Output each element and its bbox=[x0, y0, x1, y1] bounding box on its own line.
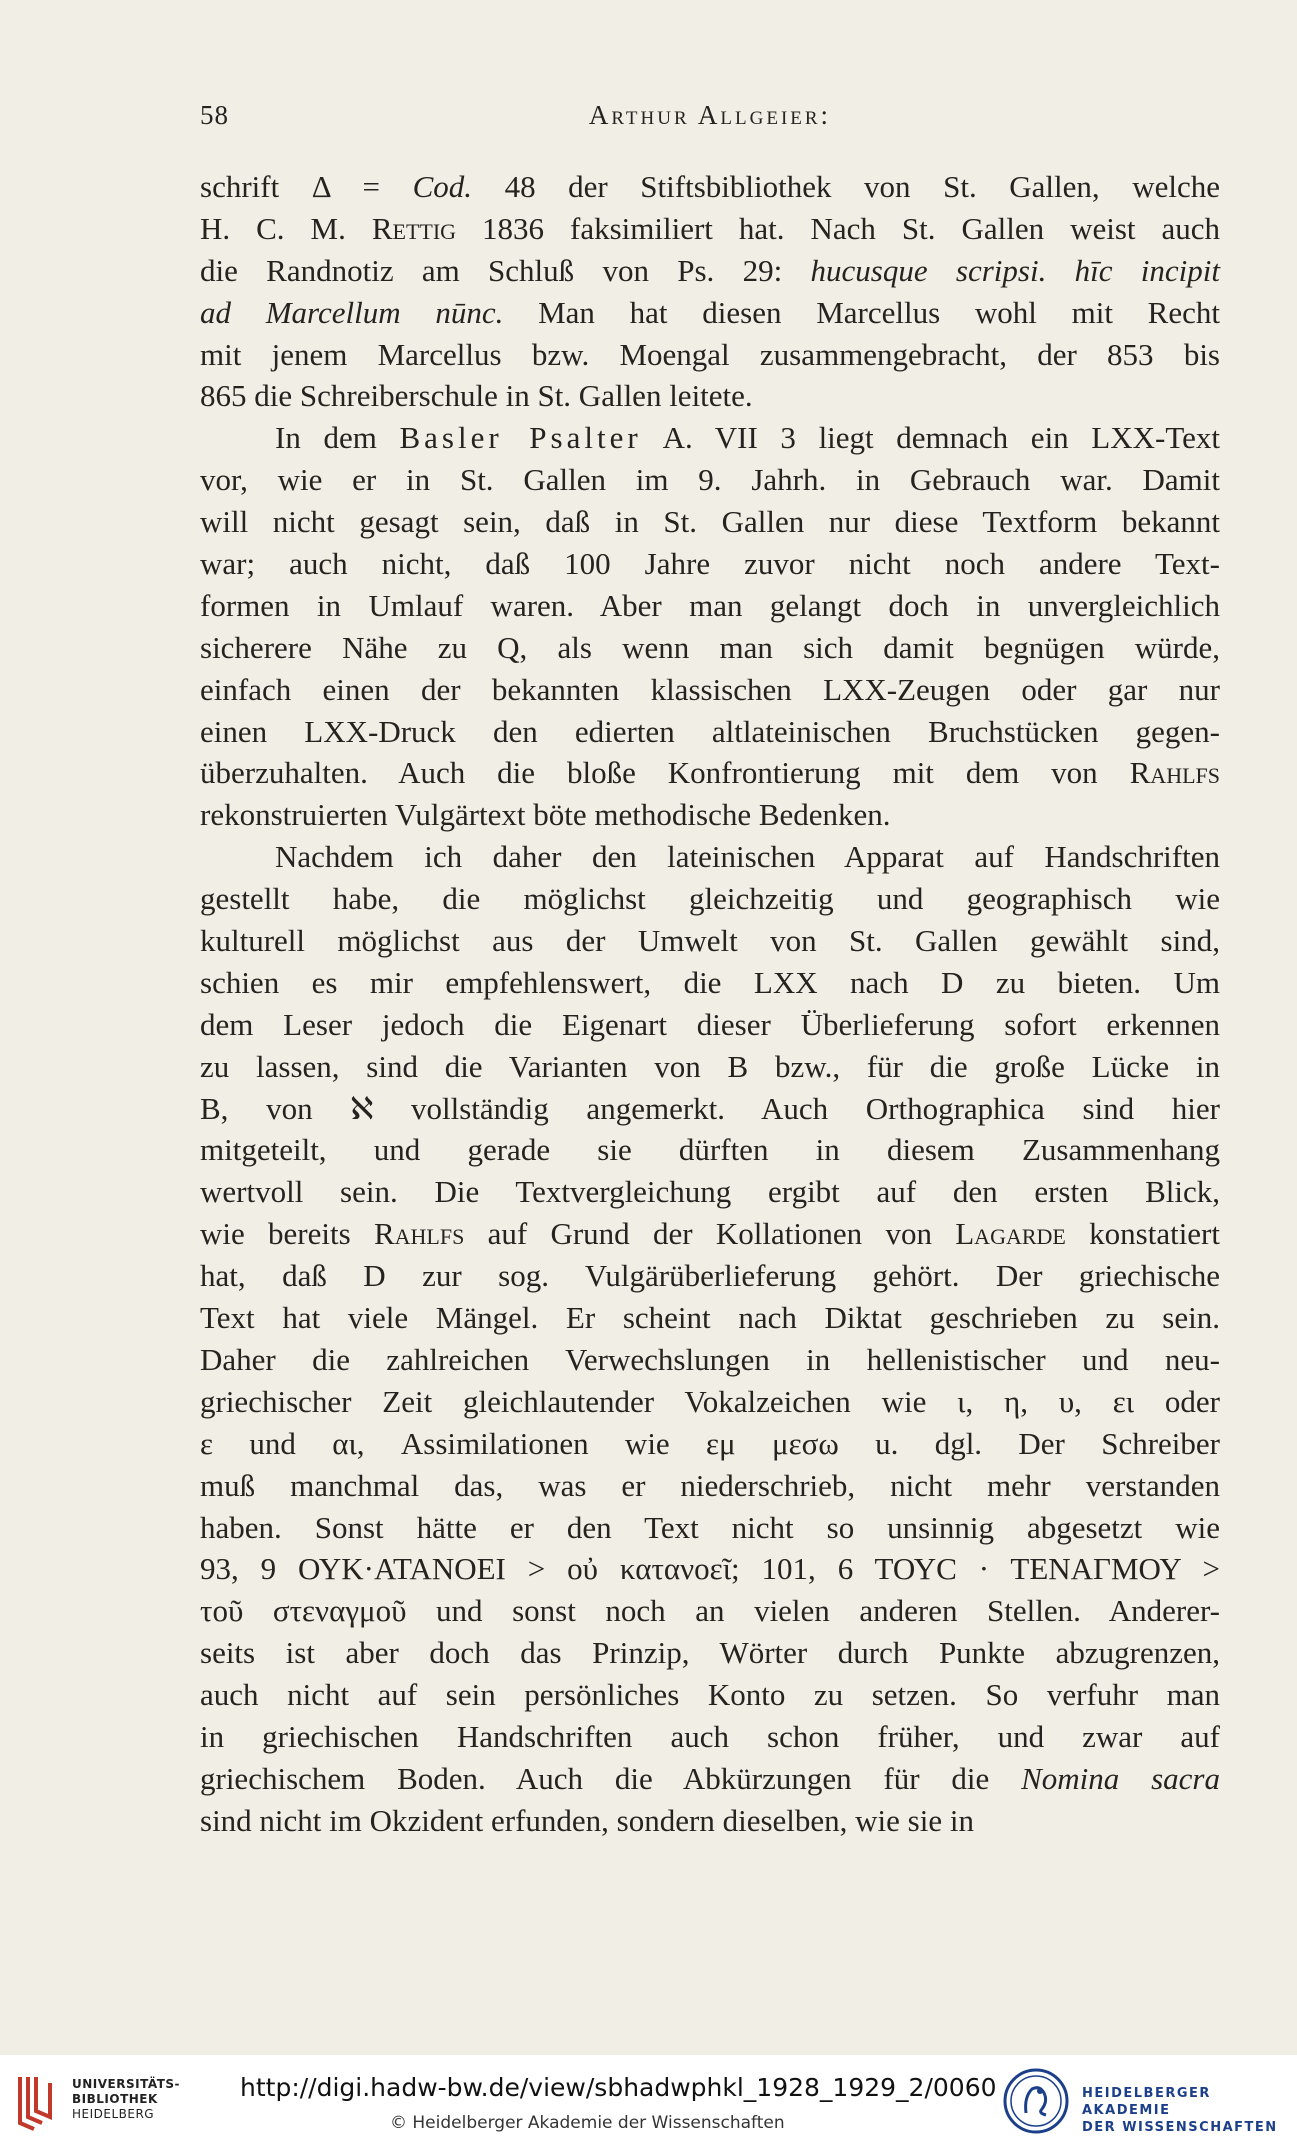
text-segment: die Randnotiz am Schluß von Ps. 29: bbox=[200, 252, 811, 288]
body-text bbox=[200, 166, 1220, 1842]
text-segment: auch nicht auf sein persönliches Konto zu setzen. So verfuhr man bbox=[200, 1677, 1220, 1713]
text-segment: in griechischen Handschriften auch schon früher, und zwar auf bbox=[200, 1718, 1220, 1754]
copyright-notice: © Heidelberger Akademie der Wissenschaften bbox=[390, 2113, 785, 2133]
text-line bbox=[200, 1507, 1220, 1549]
text-line bbox=[200, 1171, 1220, 1213]
text-line bbox=[200, 794, 1220, 836]
text-line bbox=[200, 208, 1220, 250]
text-segment: Man hat diesen Marcellus wohl mit Recht bbox=[503, 294, 1220, 330]
text-line bbox=[200, 417, 1220, 459]
text-line bbox=[200, 1297, 1220, 1339]
text-segment: schrift Δ = bbox=[200, 169, 413, 204]
page-header bbox=[200, 100, 1220, 140]
running-head: Arthur Allgeier: bbox=[588, 100, 832, 130]
text-line bbox=[200, 1423, 1220, 1465]
academy-seal-icon[interactable] bbox=[1002, 2067, 1070, 2135]
text-segment: sind nicht im Okzident erfunden, sondern dieselben, wie sie in bbox=[200, 1802, 974, 1838]
text-segment: mitgeteilt, und gerade sie dürften in diesem Zusammenhang bbox=[200, 1132, 1220, 1168]
text-segment: schien es mir empfehlenswert, die LXX nach D zu bieten. Um bbox=[200, 964, 1220, 1000]
text-segment: Nachdem ich daher den lateinischen Apparat auf Handschriften bbox=[275, 839, 1220, 875]
text-segment: vor, wie er in St. Gallen im 9. Jahrh. in Gebrauch war. Damit bbox=[200, 462, 1220, 498]
text-segment: H. C. M. bbox=[200, 210, 372, 246]
library-name bbox=[72, 2077, 180, 2122]
text-line bbox=[200, 292, 1220, 334]
text-line bbox=[200, 166, 1220, 208]
text-segment: auf Grund der Kollationen von bbox=[464, 1216, 956, 1252]
text-line bbox=[200, 250, 1220, 292]
text-segment: 1836 faksimiliert hat. Nach St. Gallen weist auch bbox=[456, 210, 1220, 246]
text-segment: sicherere Nähe zu Q, als wenn man sich damit begnügen würde, bbox=[200, 629, 1220, 665]
text-segment: 865 die Schreiberschule in St. Gallen leitete. bbox=[200, 378, 753, 414]
footer-bar bbox=[0, 2055, 1297, 2149]
text-segment: Daher die zahlreichen Verwechslungen in hellenistischer und neu- bbox=[200, 1341, 1220, 1377]
text-line bbox=[200, 920, 1220, 962]
text-line bbox=[200, 501, 1220, 543]
text-line bbox=[200, 836, 1220, 878]
academy-name-line1: HEIDELBERGER AKADEMIE bbox=[1082, 2086, 1211, 2118]
library-name-line2: BIBLIOTHEK bbox=[72, 2092, 158, 2106]
text-segment: rekonstruierten Vulgärtext böte methodische Bedenken. bbox=[200, 797, 891, 833]
italic-text: hucusque scripsi. hīc incipit bbox=[810, 252, 1220, 288]
text-segment: griechischer Zeit gleichlautender Vokalzeichen wie ι, η, υ, ει oder bbox=[200, 1383, 1220, 1419]
text-line bbox=[200, 1004, 1220, 1046]
text-segment: formen in Umlauf waren. Aber man gelangt doch in unvergleichlich bbox=[200, 587, 1220, 623]
text-segment: 48 der Stiftsbibliothek von St. Gallen, welche bbox=[472, 169, 1220, 204]
text-segment: kulturell möglichst aus der Umwelt von St. Gallen gewählt sind, bbox=[200, 923, 1220, 959]
text-segment: überzuhalten. Auch die bloße Konfrontierung mit dem von bbox=[200, 755, 1130, 791]
text-line bbox=[200, 1674, 1220, 1716]
text-line bbox=[200, 1716, 1220, 1758]
text-segment: hat, daß D zur sog. Vulgärüberlieferung gehört. Der griechische bbox=[200, 1258, 1220, 1294]
italic-text: ad Marcellum nūnc. bbox=[200, 294, 504, 330]
text-line bbox=[200, 1088, 1220, 1130]
text-line bbox=[200, 1255, 1220, 1297]
text-segment: τοῦ στεναγμοῦ und sonst noch an vielen anderen Stellen. Anderer- bbox=[200, 1593, 1220, 1629]
text-line bbox=[200, 1465, 1220, 1507]
text-segment: Text hat viele Mängel. Er scheint nach Diktat geschrieben zu sein. bbox=[200, 1300, 1220, 1336]
text-line bbox=[200, 334, 1220, 376]
text-segment: war; auch nicht, daß 100 Jahre zuvor nicht noch andere Text- bbox=[200, 546, 1220, 582]
text-line bbox=[200, 585, 1220, 627]
text-line bbox=[200, 1046, 1220, 1088]
text-line bbox=[200, 459, 1220, 501]
text-segment: gestellt habe, die möglichst gleichzeitig und geographisch wie bbox=[200, 881, 1220, 917]
text-segment: mit jenem Marcellus bzw. Moengal zusammengebracht, der 853 bis bbox=[200, 336, 1220, 372]
text-segment: seits ist aber doch das Prinzip, Wörter durch Punkte abzugrenzen, bbox=[200, 1635, 1220, 1671]
text-line bbox=[200, 1339, 1220, 1381]
text-segment: griechischem Boden. Auch die Abkürzungen für die bbox=[200, 1760, 1022, 1796]
text-segment: In dem bbox=[275, 420, 400, 456]
text-segment: muß manchmal das, was er niederschrieb, nicht mehr verstanden bbox=[200, 1467, 1220, 1503]
italic-text: Nomina sacra bbox=[1021, 1760, 1220, 1796]
text-segment: wertvoll sein. Die Textvergleichung ergibt auf den ersten Blick, bbox=[200, 1174, 1220, 1210]
text-line bbox=[200, 1213, 1220, 1255]
text-line bbox=[200, 627, 1220, 669]
document-url-link[interactable]: http://digi.hadw-bw.de/view/sbhadwphkl_1928_1929_2/0060 bbox=[240, 2073, 997, 2102]
academy-name bbox=[1082, 2085, 1297, 2136]
text-segment: will nicht gesagt sein, daß in St. Gallen nur diese Textform bekannt bbox=[200, 504, 1220, 540]
author-name: Rettig bbox=[371, 210, 457, 246]
academy-name-line2: DER WISSENSCHAFTEN bbox=[1082, 2120, 1278, 2135]
text-line bbox=[200, 1800, 1220, 1842]
text-line bbox=[200, 711, 1220, 753]
text-line bbox=[200, 1632, 1220, 1674]
text-segment: B, von ℵ vollständig angemerkt. Auch Orthographica sind hier bbox=[200, 1090, 1220, 1126]
text-segment: einen LXX-Druck den edierten altlateinischen Bruchstücken gegen- bbox=[200, 713, 1220, 749]
text-line bbox=[200, 752, 1220, 794]
library-name-line3: HEIDELBERG bbox=[72, 2107, 155, 2121]
author-name: Rahlfs bbox=[373, 1216, 465, 1252]
library-logo-icon[interactable] bbox=[14, 2073, 58, 2131]
author-name: Rahlfs bbox=[1129, 755, 1220, 791]
author-name: Lagarde bbox=[955, 1216, 1066, 1252]
text-line bbox=[200, 1590, 1220, 1632]
text-segment: einfach einen der bekannten klassischen LXX-Zeugen oder gar nur bbox=[200, 671, 1220, 707]
text-segment: ε und αι, Assimilationen wie εμ μεσω u. dgl. Der Schreiber bbox=[200, 1425, 1220, 1461]
text-line bbox=[200, 1548, 1220, 1590]
text-segment: wie bereits bbox=[200, 1216, 374, 1252]
italic-text: Cod. bbox=[412, 169, 473, 204]
text-segment: dem Leser jedoch die Eigenart dieser Überlieferung sofort erkennen bbox=[200, 1006, 1220, 1042]
text-line bbox=[200, 962, 1220, 1004]
text-line bbox=[200, 543, 1220, 585]
text-line bbox=[200, 669, 1220, 711]
text-segment: 93, 9 ΟΥΚ·ΑΤΑΝΟΕΙ > οὐ κατανοεῖ; 101, 6 ΤΟΥϹ · ΤΕΝΑΓΜΟΥ > bbox=[200, 1551, 1220, 1587]
text-line bbox=[200, 878, 1220, 920]
page-number: 58 bbox=[200, 100, 229, 130]
text-segment: A. VII 3 liegt demnach ein LXX-Text bbox=[641, 420, 1220, 456]
spaced-text: Basler Psalter bbox=[399, 420, 642, 456]
text-segment: konstatiert bbox=[1065, 1216, 1220, 1252]
text-line bbox=[200, 1129, 1220, 1171]
text-segment: haben. Sonst hätte er den Text nicht so unsinnig abgesetzt wie bbox=[200, 1509, 1220, 1545]
library-name-line1: UNIVERSITÄTS- bbox=[72, 2077, 181, 2091]
text-segment: zu lassen, sind die Varianten von B bzw., für die große Lücke in bbox=[200, 1048, 1220, 1084]
text-line bbox=[200, 1758, 1220, 1800]
text-line bbox=[200, 1381, 1220, 1423]
text-line bbox=[200, 375, 1220, 417]
